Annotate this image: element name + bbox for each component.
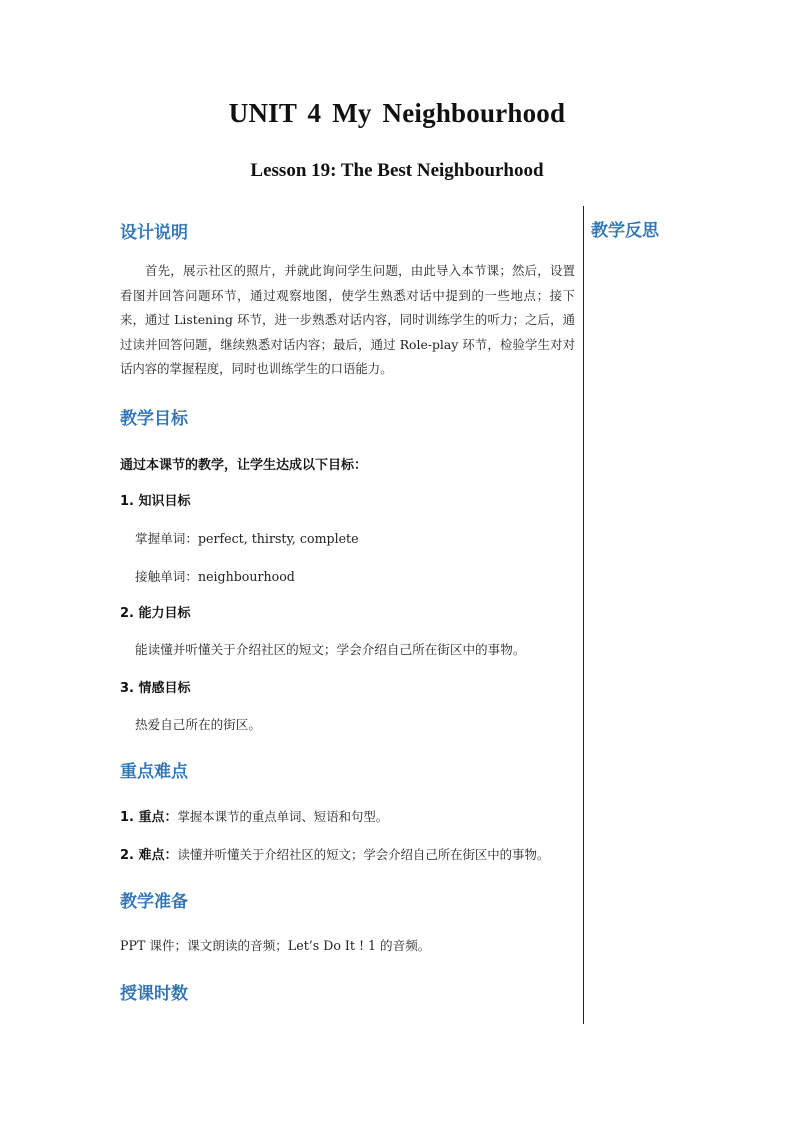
unit-title: UNIT 4 My Neighbourhood	[228, 98, 566, 128]
preparation-text: PPT 课件；课文朗读的音频；Let’s Do It ! 1 的音频。	[120, 938, 431, 953]
difficult-point-line	[120, 844, 549, 863]
ability-goal-text: 能读懂并听懂关于介绍社区的短文；学会介绍自己所在街区中的事物。	[135, 642, 526, 657]
master-words: 掌握单词：perfect, thirsty, complete	[135, 531, 359, 546]
difficult-point-label: 2. 难点：	[120, 848, 178, 863]
objectives-intro: 通过本课节的教学，让学生达成以下目标：	[120, 458, 368, 473]
lesson-title: Lesson 19: The Best Neighbourhood	[250, 160, 544, 181]
key-point-text: 掌握本课节的重点单词、短语和句型。	[177, 809, 389, 824]
ability-goal-label: 2. 能力目标	[120, 606, 191, 621]
objectives-heading: 教学目标	[120, 409, 188, 429]
key-point-line	[120, 806, 388, 825]
key-point-label: 1. 重点：	[120, 810, 178, 825]
key-points-heading: 重点难点	[120, 762, 188, 782]
difficult-point-text: 读懂并听懂关于介绍社区的短文；学会介绍自己所在街区中的事物。	[177, 847, 550, 862]
emotion-goal-label: 3. 情感目标	[120, 681, 191, 696]
contact-words: 接触单词：neighbourhood	[135, 569, 295, 584]
reflection-heading: 教学反思	[591, 221, 659, 241]
design-heading: 设计说明	[120, 223, 188, 243]
column-divider	[583, 206, 584, 1024]
hours-heading: 授课时数	[120, 984, 188, 1004]
design-paragraph: 首先，展示社区的照片，并就此询问学生问题，由此导入本节课；然后，设置看图并回答问题环节，通过观察地图，使学生熟悉对话中提到的一些地点；接下来，通过 Listening 环节，进一步熟悉对话内容，同时训练学生的听力；之后，通过读并回答问题，继续熟悉对话内容；最后，通过 Role-play 环节，检验学生对对话内容的掌握程度，同时也训练学生的口语能力。	[120, 263, 575, 376]
preparation-heading: 教学准备	[120, 892, 188, 912]
knowledge-goal-label: 1. 知识目标	[120, 494, 191, 509]
emotion-goal-text: 热爱自己所在的街区。	[135, 717, 261, 732]
